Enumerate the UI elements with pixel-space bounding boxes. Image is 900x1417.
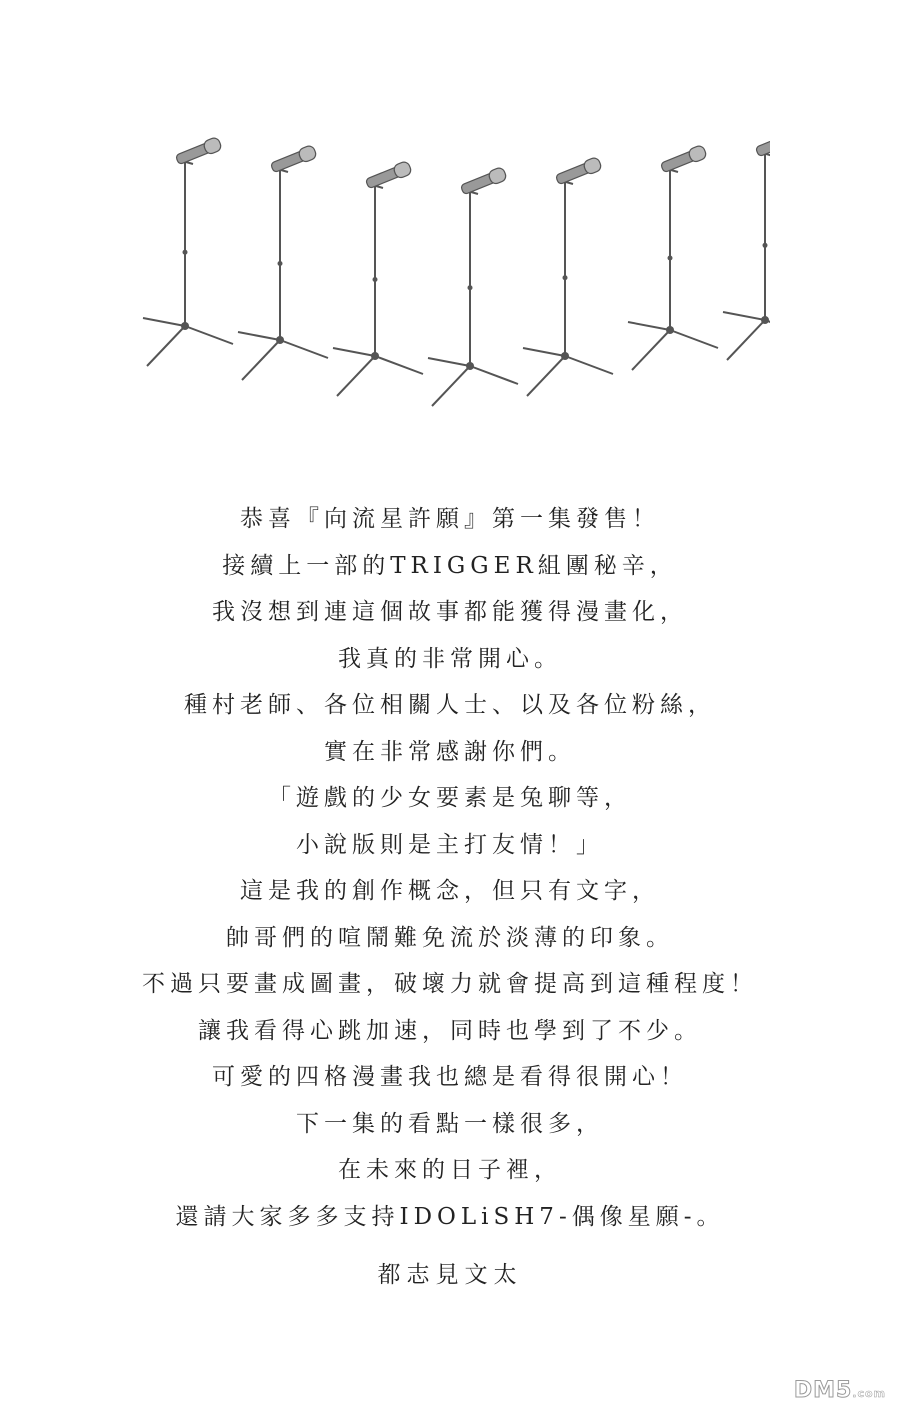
microphone-stand	[628, 144, 718, 370]
microphone-stand	[523, 156, 613, 396]
afterword-message	[0, 496, 900, 1240]
message-line: 我沒想到連這個故事都能獲得漫畫化，	[212, 599, 688, 625]
site-watermark	[794, 1378, 886, 1403]
message-line: 實在非常感謝你們。	[324, 738, 576, 765]
message-line: 恭喜『向流星許願』第一集發售！	[240, 506, 660, 532]
microphone-stand	[333, 160, 423, 396]
microphone-stands-illustration	[130, 130, 770, 420]
message-line: 小說版則是主打友情！」	[296, 831, 604, 858]
message-line: 可愛的四格漫畫我也總是看得很開心！	[212, 1064, 688, 1090]
microphone-stand	[143, 136, 233, 366]
message-line: 接續上一部的TRIGGER組團秘辛，	[222, 552, 678, 579]
message-line: 讓我看得心跳加速，同時也學到了不少。	[198, 1017, 702, 1044]
message-line: 帥哥們的喧鬧難免流於淡薄的印象。	[226, 924, 674, 951]
message-line: 不過只要畫成圖畫，破壞力就會提高到這種程度！	[142, 971, 758, 997]
message-line: 在未來的日子裡，	[338, 1157, 562, 1183]
author-signature: 都志見文太	[377, 1262, 523, 1288]
message-line: 我真的非常開心。	[338, 645, 562, 672]
watermark-suffix: .com	[852, 1387, 886, 1400]
message-line: 種村老師、各位相關人士、以及各位粉絲，	[184, 692, 716, 718]
message-line: 下一集的看點一樣很多，	[296, 1110, 604, 1137]
microphone-stand	[238, 144, 328, 380]
microphone-stand	[723, 130, 770, 360]
message-line: 還請大家多多支持IDOLiSH7-偶像星願-。	[175, 1203, 725, 1230]
watermark-brand: DM5	[793, 1378, 853, 1403]
message-line: 這是我的創作概念，但只有文字，	[240, 878, 660, 904]
microphone-stand	[428, 166, 518, 406]
message-line: 「遊戲的少女要素是兔聊等，	[268, 785, 632, 811]
